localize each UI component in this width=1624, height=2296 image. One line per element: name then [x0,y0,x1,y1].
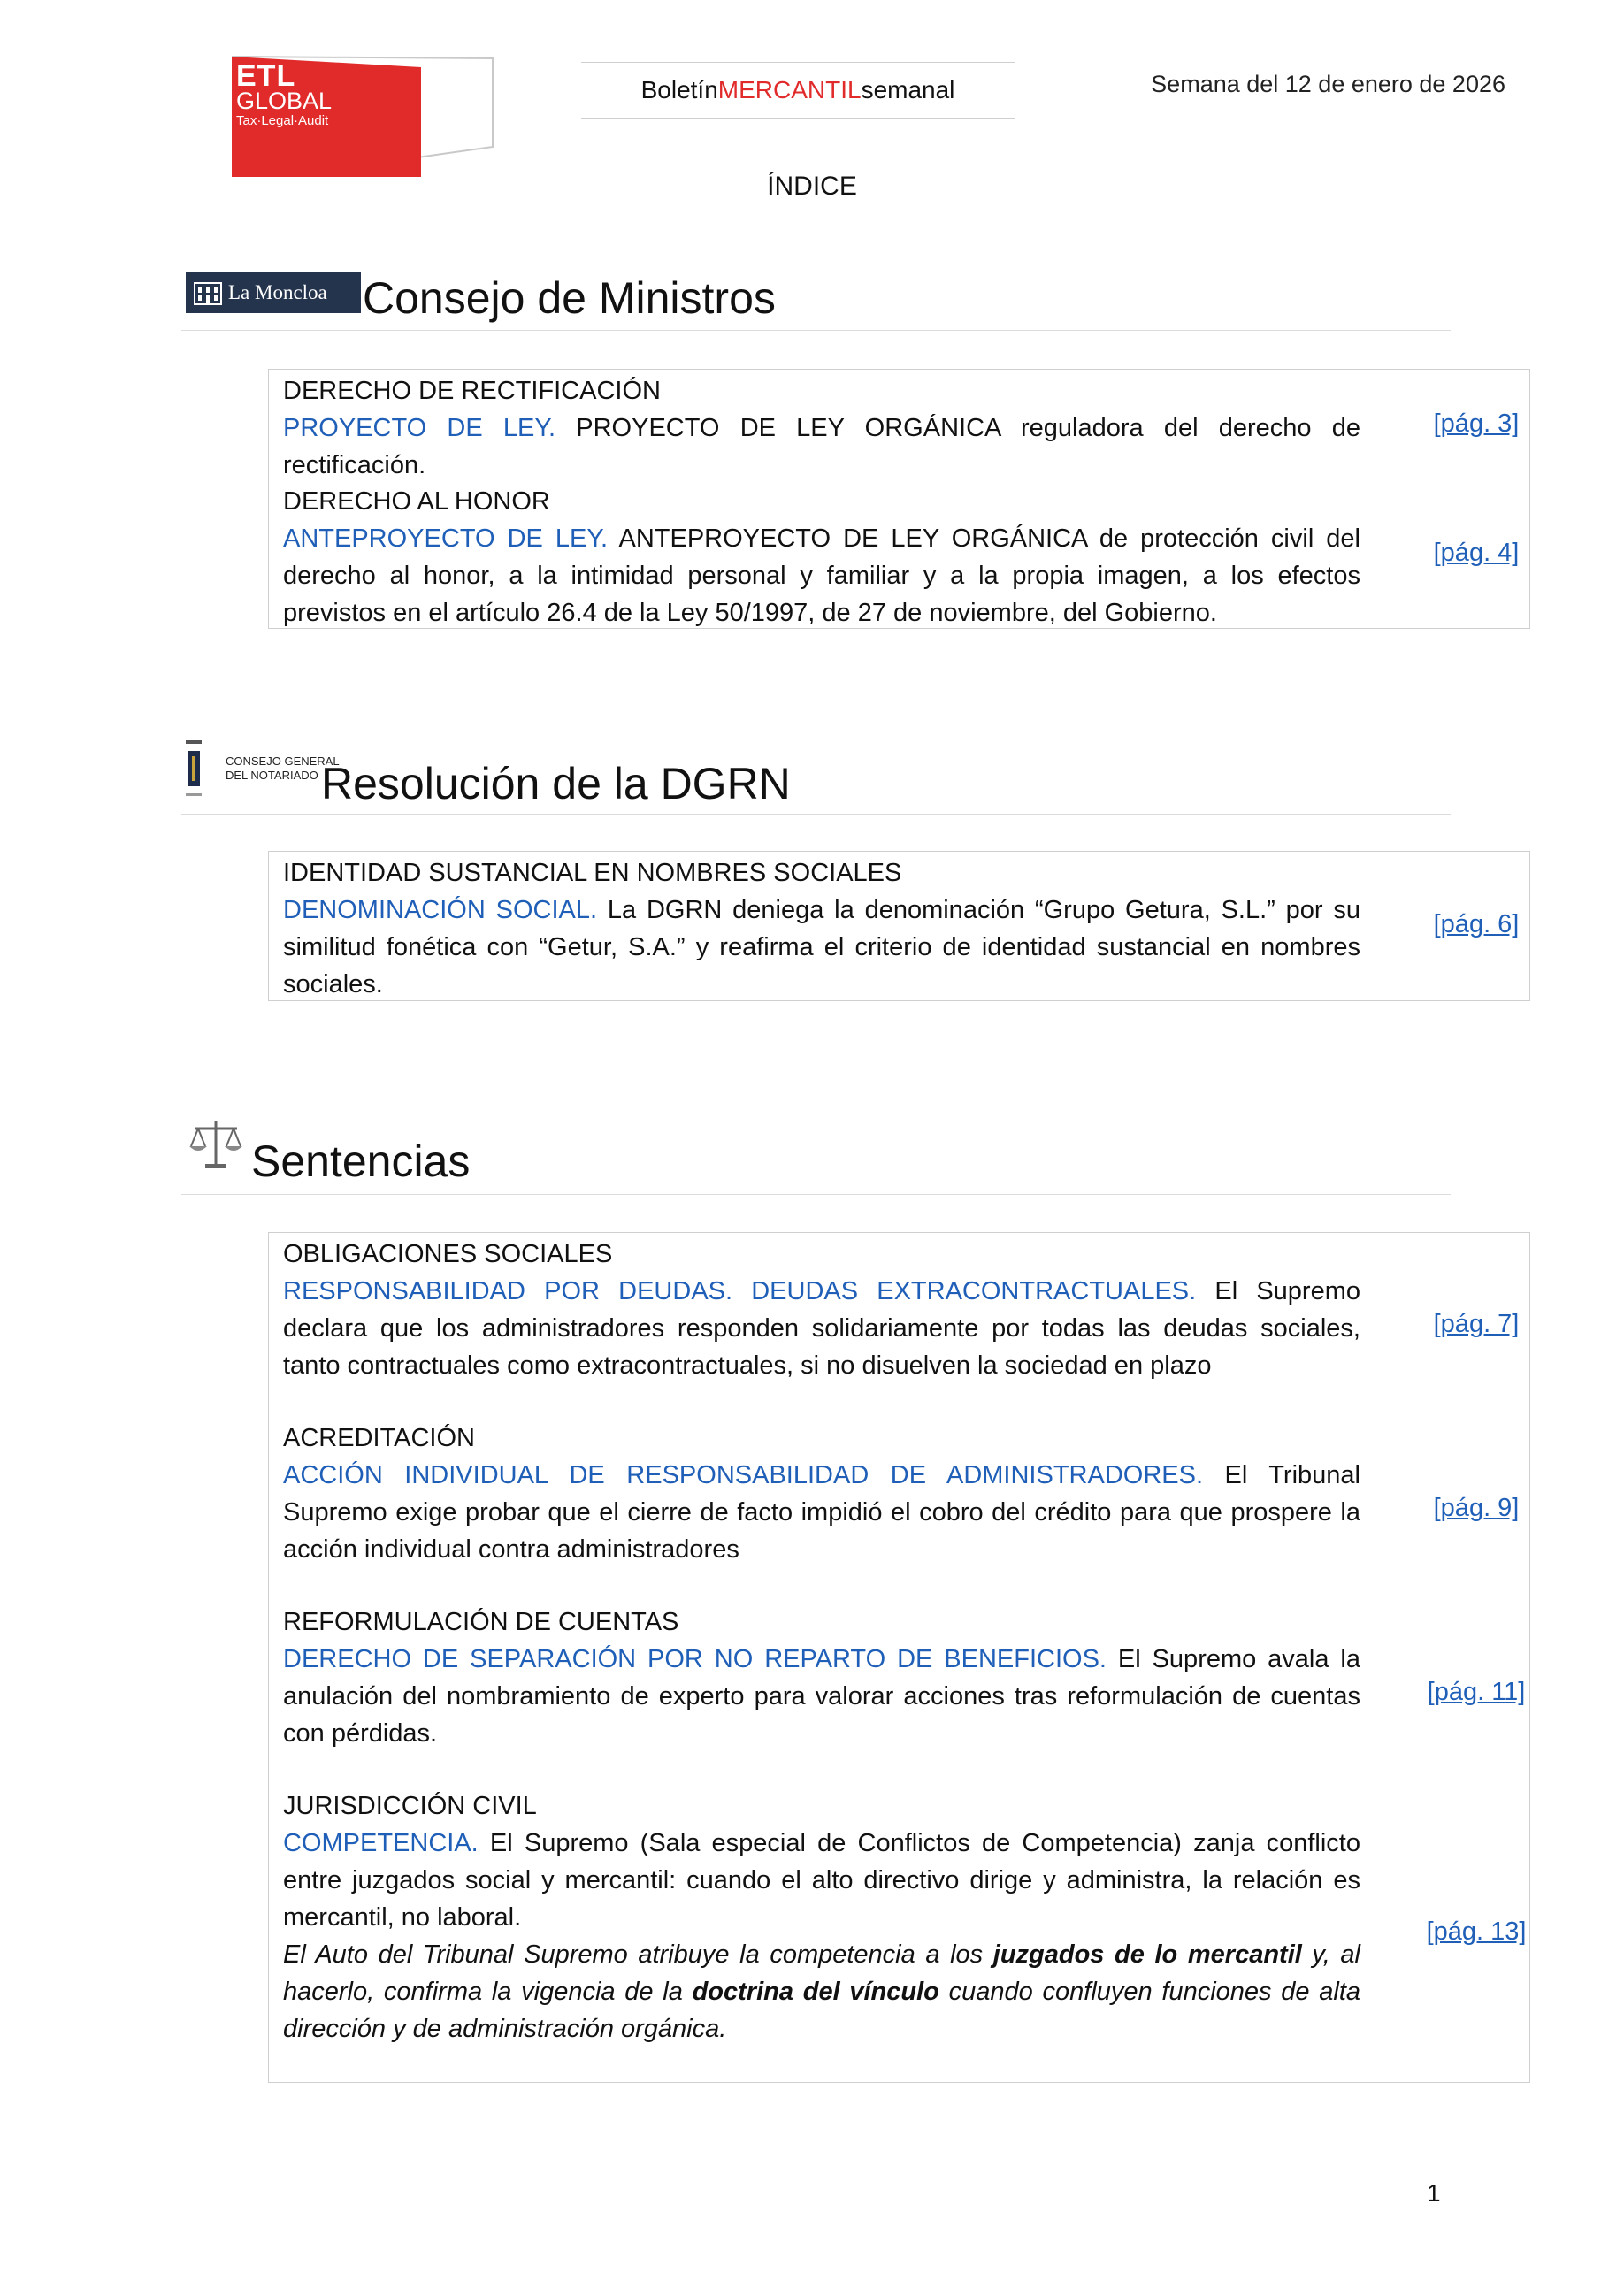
notariado-line2: DEL NOTARIADO [226,769,318,782]
note-text: El Auto del Tribunal Supremo atribuye la competencia a los [283,1940,993,1969]
index-entry [283,483,1539,631]
section-divider [181,330,1451,331]
entry-description [283,520,1360,631]
page-number: 1 [1427,2179,1441,2207]
note-emphasis: doctrina del vínculo [692,1978,939,2006]
index-entry [283,1420,1539,1568]
index-entry [283,1236,1539,1384]
building-icon [193,278,223,308]
entry-description [283,1641,1360,1752]
entry-text: PROYECTO DE LEY ORGÁNICA reguladora del derecho de rectificación. [283,414,1360,479]
entry-keyword: ANTEPROYECTO DE LEY. [283,524,609,553]
entry-text: El Tribunal Supremo exige probar que el cierre de facto impidió el cobro del crédito para que prospere la acción individual contra administradores [283,1461,1360,1564]
index-entry [283,1787,1539,2047]
logo-tagline: Tax·Legal·Audit [236,113,329,128]
page-link[interactable]: [pág. 7] [1433,1310,1520,1338]
note-text: y, al hacerlo, confirma la vigencia de la [283,1940,1360,2006]
page-link[interactable]: [pág. 11] [1427,1678,1526,1706]
entry-keyword: PROYECTO DE LEY. [283,414,556,442]
entry-description [283,1457,1360,1568]
entry-category: REFORMULACIÓN DE CUENTAS [283,1608,679,1636]
note-text: cuando confluyen funciones de alta dirección y de administración orgánica. [283,1978,1361,2043]
logo-etl-text: ETL [236,59,296,93]
index-box-consejo [268,369,1530,629]
page-link[interactable]: [pág. 9] [1433,1494,1520,1522]
entry-category: DERECHO DE RECTIFICACIÓN [283,377,661,405]
entry-category: ACREDITACIÓN [283,1424,475,1452]
week-date: Semana del 12 de enero de 2026 [1151,71,1505,97]
entry-text: La DGRN deniega la denominación “Grupo Getura, S.L.” por su similitud fonética con “Getur, S.A.” y reafirma el criterio de identidad sustancial en nombres sociales. [283,896,1360,999]
entry-description [283,892,1360,1003]
entry-note [283,1936,1360,2047]
entry-keyword: COMPETENCIA. [283,1829,479,1857]
index-entry [283,372,1539,484]
section-divider [181,814,1451,815]
index-box-dgrn [268,851,1530,1001]
index-box-sentencias [268,1232,1530,2083]
index-entry [283,1603,1539,1752]
index-title: ÍNDICE [767,172,857,201]
entry-text: El Supremo declara que los administradores responden solidariamente por todas las deudas sociales, tanto contractuales como extracontractuales, si no disuelven la sociedad en plazo [283,1277,1360,1380]
notariado-line1: CONSEJO GENERAL [226,754,340,768]
bulletin-prefix: Boletín [640,76,718,103]
entry-description [283,1825,1360,1936]
section-title-dgrn: Resolución de la DGRN [321,759,791,808]
index-entry [283,854,1539,1003]
entry-category: OBLIGACIONES SOCIALES [283,1240,613,1268]
entry-keyword: RESPONSABILIDAD POR DEUDAS. DEUDAS EXTRACONTRACTUALES. [283,1277,1197,1305]
entry-description [283,1273,1360,1384]
bulletin-title [581,62,1015,119]
entry-category: JURISDICCIÓN CIVIL [283,1792,537,1820]
entry-keyword: DENOMINACIÓN SOCIAL. [283,896,598,924]
moncloa-badge [186,272,361,313]
bulletin-suffix: semanal [861,76,955,103]
entry-keyword: DERECHO DE SEPARACIÓN POR NO REPARTO DE BENEFICIOS. [283,1645,1107,1673]
etl-global-logo [232,55,497,179]
logo-global-text: GLOBAL [236,88,333,114]
section-title-consejo: Consejo de Ministros [363,273,776,323]
section-divider [181,1194,1451,1195]
entry-category: DERECHO AL HONOR [283,487,550,516]
notariado-logo [184,739,340,800]
entry-text: El Supremo avala la anulación del nombramiento de experto para valorar acciones tras reformulación de cuentas con pérdidas. [283,1645,1360,1748]
entry-text: El Supremo (Sala especial de Conflictos de Competencia) zanja conflicto entre juzgados social y mercantil: cuando el alto directivo dirige y administra, la relación es mercantil, no laboral. [283,1829,1360,1932]
page-link[interactable]: [pág. 4] [1433,539,1520,567]
entry-category: IDENTIDAD SUSTANCIAL EN NOMBRES SOCIALES [283,859,902,887]
section-title-sentencias: Sentencias [251,1137,471,1186]
entry-text: ANTEPROYECTO DE LEY ORGÁNICA de protección civil del derecho al honor, a la intimidad personal y familiar y a la propia imagen, a los efectos previstos en el artículo 26.4 de la Ley 50/1997, de 27 de noviembre, del Gobierno. [283,524,1360,627]
moncloa-label: La Moncloa [228,281,327,303]
scales-of-justice-icon [188,1116,244,1173]
page-link[interactable]: [pág. 6] [1433,910,1520,938]
bulletin-highlight: MERCANTIL [717,76,862,103]
note-emphasis: juzgados de lo mercantil [992,1940,1302,1969]
entry-description [283,409,1360,484]
entry-keyword: ACCIÓN INDIVIDUAL DE RESPONSABILIDAD DE ADMINISTRADORES. [283,1461,1203,1489]
page-link[interactable]: [pág. 3] [1433,409,1520,438]
notariado-emblem-icon [184,739,219,800]
page-link[interactable]: [pág. 13] [1426,1917,1527,1946]
